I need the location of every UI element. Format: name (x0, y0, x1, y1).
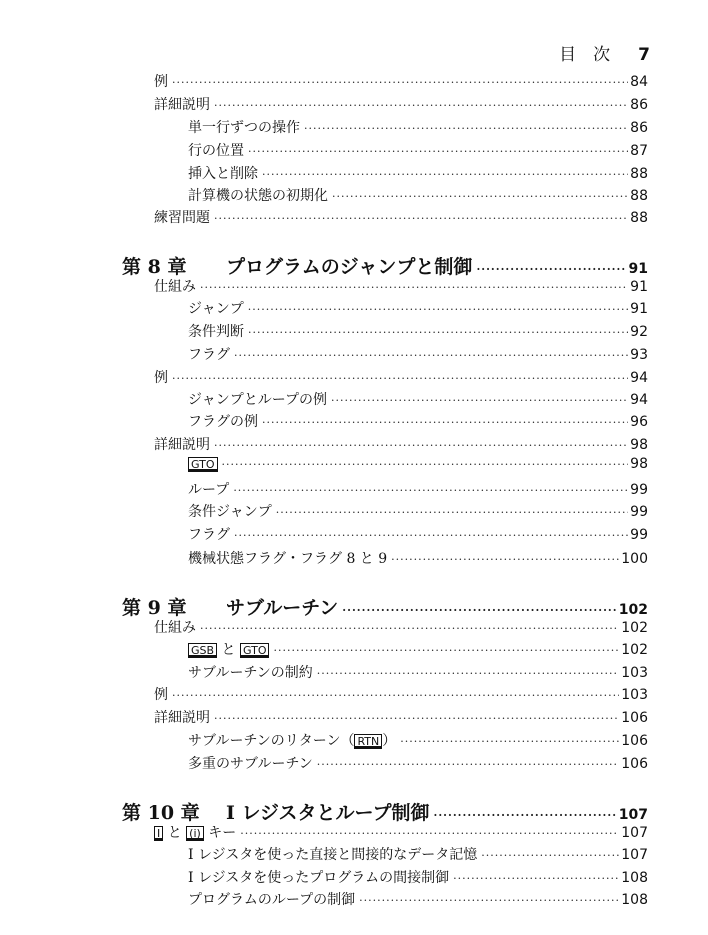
entry-text: 仕組み (154, 279, 196, 295)
toc-entry-label (188, 411, 258, 431)
header-title: 目 次 (559, 45, 611, 65)
toc-entry-label (188, 662, 313, 682)
toc-entry-label (188, 117, 300, 137)
entry-text: ジャンプとループの例 (188, 392, 328, 408)
toc-entry-row[interactable] (188, 117, 648, 137)
dot-leader (317, 758, 620, 771)
toc-entry-row[interactable] (188, 321, 648, 341)
dot-leader (359, 894, 619, 907)
toc-page-number: 88 (630, 166, 648, 182)
toc-entry-label (122, 593, 338, 620)
toc-page-number: 99 (630, 527, 648, 543)
dot-leader (234, 529, 628, 542)
toc-page-number: 91 (630, 301, 648, 317)
entry-text: フラグ (188, 347, 230, 363)
entry-text: プログラムのジャンプと制御 (226, 256, 473, 278)
toc-entry-label (188, 456, 218, 472)
toc-entry-row[interactable] (188, 753, 648, 773)
toc-entry-row[interactable] (188, 730, 648, 750)
entry-text: I レジスタを使った直接と間接的なデータ記憶 (188, 847, 478, 863)
dot-leader (200, 281, 628, 294)
entry-text: 例 (154, 370, 168, 386)
dot-leader (248, 145, 628, 158)
entry-text: I レジスタを使ったプログラムの間接制御 (188, 870, 450, 886)
toc-entry-row[interactable] (188, 344, 648, 364)
toc-entry-label (188, 321, 244, 341)
toc-page-number: 91 (630, 279, 648, 295)
toc-page-number: 87 (630, 143, 648, 159)
entry-text: フラグ (188, 527, 230, 543)
toc-entry-row[interactable] (154, 707, 648, 727)
toc-entry-label (188, 730, 396, 750)
toc-entry-label (188, 889, 355, 909)
toc-page-number: 108 (621, 870, 648, 886)
dot-leader (262, 168, 628, 181)
dot-leader (391, 553, 619, 566)
toc-entry-row[interactable] (188, 662, 648, 682)
toc-entry-label (154, 367, 168, 387)
toc-page-number: 102 (621, 620, 648, 636)
entry-text: 詳細説明 (154, 437, 210, 453)
dot-leader (273, 644, 619, 657)
entry-text: 単一行ずつの操作 (188, 120, 300, 136)
toc-entry-label (154, 276, 196, 296)
dot-leader (214, 99, 628, 112)
toc-entry-label (122, 252, 472, 279)
key-icon: RTN (354, 734, 382, 749)
entry-text: ループ (188, 482, 230, 498)
toc-entry-row[interactable] (154, 822, 648, 842)
toc-page-number: 98 (630, 456, 648, 472)
toc-entry-label (154, 71, 168, 91)
toc-entry-label (188, 867, 449, 887)
toc-entry-row[interactable] (154, 207, 648, 227)
connector-text: と (163, 825, 187, 841)
toc-entry-label (154, 822, 236, 842)
dot-leader (453, 872, 619, 885)
entry-text: ジャンプ (188, 301, 244, 317)
entry-text: 行の位置 (188, 143, 244, 159)
dot-leader (317, 667, 620, 680)
toc-entry-row[interactable] (188, 389, 648, 409)
toc-entry-row[interactable] (188, 867, 648, 887)
toc-page-number: 102 (621, 642, 648, 658)
toc-entry-row[interactable] (188, 639, 648, 659)
entry-text: フラグの例 (188, 414, 258, 430)
toc-page-number: 98 (630, 437, 648, 453)
toc-entry-label (188, 639, 269, 659)
toc-page-number: 99 (630, 482, 648, 498)
page-header (559, 40, 650, 65)
dot-leader (481, 849, 619, 862)
toc-entry-row[interactable] (154, 684, 648, 704)
dot-leader (276, 506, 628, 519)
toc-page-number: 86 (630, 97, 648, 113)
toc-page-number: 91 (628, 261, 648, 277)
toc-page-number: 94 (630, 392, 648, 408)
entry-text: 詳細説明 (154, 97, 210, 113)
dot-leader (342, 604, 616, 617)
toc-page-number: 103 (621, 665, 648, 681)
toc-entry-label (188, 163, 258, 183)
toc-entry-row[interactable] (188, 889, 648, 909)
toc-entry-label (188, 524, 230, 544)
toc-page-number: 107 (621, 825, 648, 841)
entry-text: サブルーチンの制約 (188, 665, 313, 681)
dot-leader (214, 212, 628, 225)
toc-entry-row[interactable] (154, 617, 648, 637)
key-icon: GSB (188, 643, 217, 658)
dot-leader (304, 122, 628, 135)
entry-text: 機械状態フラグ・フラグ 8 と 9 (188, 551, 388, 567)
toc-entry-label (188, 389, 327, 409)
toc-page-number: 96 (630, 414, 648, 430)
toc-page-number: 94 (630, 370, 648, 386)
chapter-number: 第 9 章 (122, 597, 187, 619)
entry-text: 条件判断 (188, 324, 244, 340)
toc-entry-row[interactable] (154, 276, 648, 296)
dot-leader (233, 484, 628, 497)
toc-entry-label (154, 434, 210, 454)
toc-entry-row[interactable] (154, 367, 648, 387)
toc-page-number: 107 (618, 807, 648, 823)
entry-text: プログラムのループの制御 (188, 892, 356, 908)
toc-page-number: 106 (621, 756, 648, 772)
toc-entry-label (188, 479, 229, 499)
toc-entry-label (188, 298, 244, 318)
toc-page-number: 99 (630, 504, 648, 520)
dot-leader (332, 190, 628, 203)
dot-leader (222, 458, 629, 471)
toc-page-number: 106 (621, 710, 648, 726)
dot-leader (476, 263, 626, 276)
toc-entry-row[interactable] (188, 456, 648, 472)
toc-page-number: 103 (621, 687, 648, 703)
toc-entry-label (122, 798, 430, 825)
toc-entry-label (188, 753, 313, 773)
key-icon: (i) (186, 826, 204, 841)
toc-page-number: 86 (630, 120, 648, 136)
toc-entry-row[interactable] (188, 140, 648, 160)
entry-text: 仕組み (154, 620, 196, 636)
toc-chapter-row[interactable] (122, 252, 648, 279)
toc-entry-label (188, 140, 244, 160)
toc-page-number: 107 (621, 847, 648, 863)
toc-entry-label (188, 844, 477, 864)
entry-text: ） (382, 733, 397, 749)
entry-text: 条件ジャンプ (188, 504, 272, 520)
toc-entry-row[interactable] (154, 94, 648, 114)
toc-entry-row[interactable] (188, 524, 648, 544)
entry-text: 詳細説明 (154, 710, 210, 726)
entry-text: サブルーチンのリターン（ (188, 733, 355, 749)
dot-leader (200, 622, 619, 635)
dot-leader (262, 416, 628, 429)
dot-leader (234, 349, 628, 362)
chapter-number: 第 10 章 (122, 802, 200, 824)
entry-text: 多重のサブルーチン (188, 756, 313, 772)
entry-text: I レジスタとループ制御 (226, 802, 430, 824)
toc-entry-row[interactable] (188, 411, 648, 431)
toc-page-number: 100 (621, 551, 648, 567)
toc-page-number: 92 (630, 324, 648, 340)
toc-chapter-row[interactable] (122, 593, 648, 620)
page-number: 7 (638, 45, 650, 65)
entry-text: 例 (154, 74, 168, 90)
dot-leader (172, 372, 628, 385)
entry-text: キー (203, 825, 237, 841)
toc-entry-row[interactable] (188, 548, 648, 568)
toc-entry-label (154, 207, 210, 227)
entry-text: 挿入と削除 (188, 166, 258, 182)
toc-page-number: 88 (630, 188, 648, 204)
toc-page-number: 93 (630, 347, 648, 363)
toc-entry-label (188, 548, 387, 568)
entry-text: 例 (154, 687, 168, 703)
connector-text: と (217, 642, 240, 658)
entry-text: 練習問題 (154, 210, 210, 226)
toc-page-number: 88 (630, 210, 648, 226)
toc-entry-row[interactable] (188, 479, 648, 499)
toc-chapter-row[interactable] (122, 798, 648, 825)
toc-page-number: 84 (630, 74, 648, 90)
toc-entry-row[interactable] (188, 185, 648, 205)
toc-page-number: 108 (621, 892, 648, 908)
toc-page-number: 102 (618, 602, 648, 618)
dot-leader (434, 809, 617, 822)
toc-entry-label (188, 501, 272, 521)
dot-leader (240, 827, 619, 840)
key-icon: GTO (240, 643, 270, 658)
toc-entry-label (188, 344, 230, 364)
dot-leader (248, 303, 628, 316)
toc-entry-row[interactable] (154, 434, 648, 454)
entry-text: サブルーチン (226, 597, 339, 619)
toc-entry-label (154, 684, 168, 704)
dot-leader (172, 76, 628, 89)
toc-entry-row[interactable] (188, 844, 648, 864)
toc-entry-label (154, 617, 196, 637)
dot-leader (400, 735, 619, 748)
dot-leader (214, 712, 619, 725)
toc-page-number: 106 (621, 733, 648, 749)
dot-leader (214, 439, 628, 452)
entry-text: 計算機の状態の初期化 (188, 188, 328, 204)
key-icon: GTO (188, 457, 218, 472)
chapter-number: 第 8 章 (122, 256, 187, 278)
toc-entry-label (188, 185, 328, 205)
toc-entry-row[interactable] (188, 163, 648, 183)
toc-entry-row[interactable] (154, 71, 648, 91)
toc-entry-label (154, 707, 210, 727)
dot-leader (248, 326, 628, 339)
dot-leader (331, 394, 628, 407)
toc-entry-label (154, 94, 210, 114)
key-icon: I (154, 826, 163, 841)
toc-entry-row[interactable] (188, 501, 648, 521)
dot-leader (172, 689, 619, 702)
toc-entry-row[interactable] (188, 298, 648, 318)
